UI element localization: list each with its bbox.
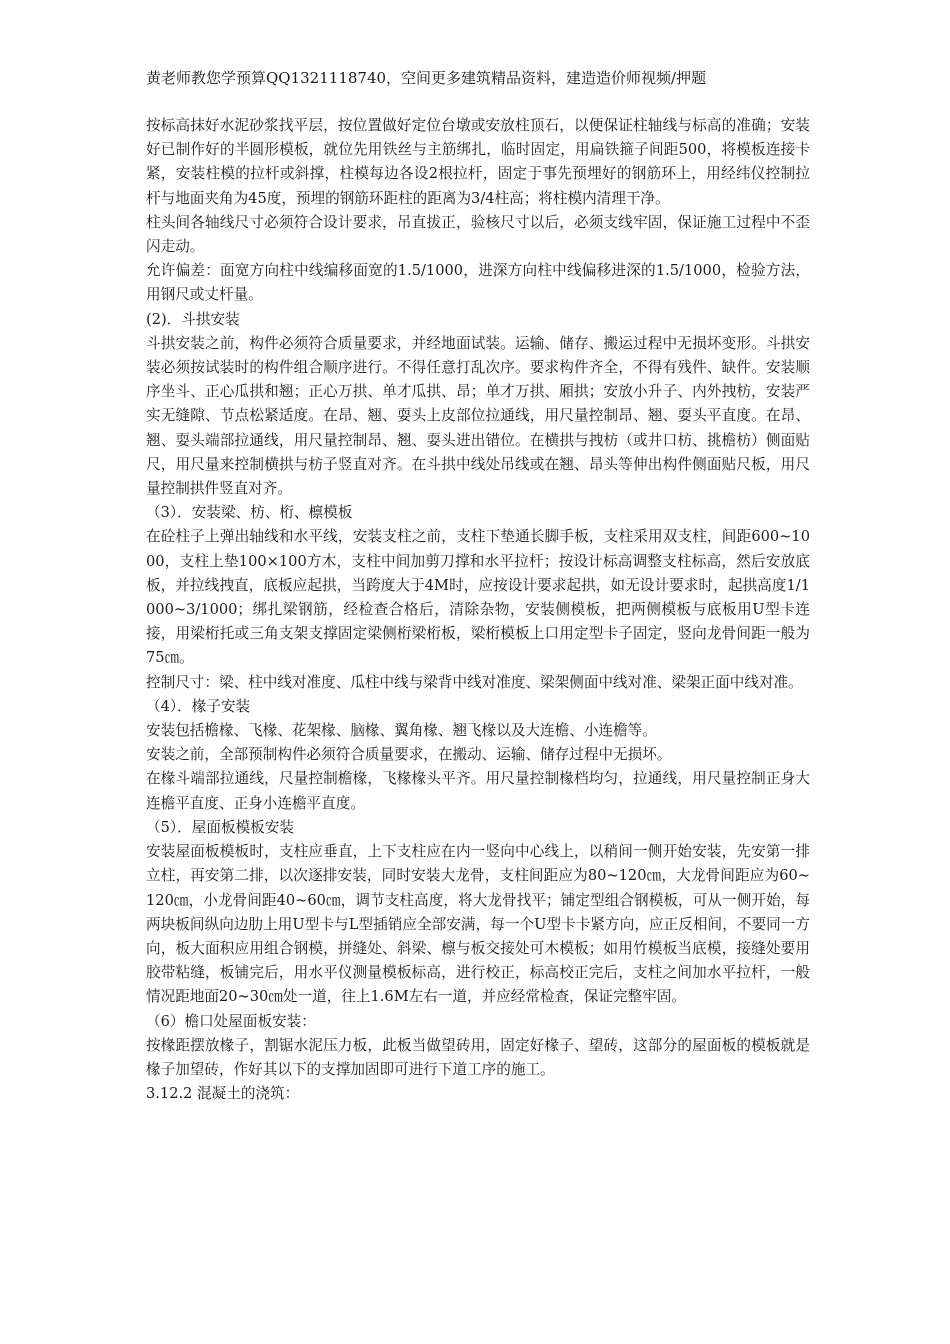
paragraph-column-formwork-setup: 按标高抹好水泥砂浆找平层，按位置做好定位台墩或安放柱顶石，以便保证柱轴线与标高的准确；安装好已制作好的半圆形模板，就位先用铁丝与主筋绑扎，临时固定，用扁铁箍子间距500，将模板连接卡紧，安装柱模的拉杆或斜撑，柱模每边各设2根拉杆，固定于事先预埋好的钢筋环上，用经纬仪控制拉杆与地面夹角为45度，预埋的钢筋环距柱的距离为3/4柱高；将柱模内清理干净。 [146,117,810,207]
heading-bracket-installation: (2)．斗拱安装 [146,310,240,328]
heading-beam-formwork: （3）．安装梁、枋、桁、檩模板 [146,504,353,522]
paragraph-control-dimensions: 控制尺寸：梁、柱中线对准度、瓜柱中线与梁背中线对准度、梁架侧面中线对准、梁架正面中线对准。 [146,673,803,691]
paragraph-roof-slab-formwork: 安装屋面板模板时，支柱应垂直，上下支柱应在内一竖向中心线上，以稍间一侧开始安装，先安第一排立柱，再安第二排，以次逐排安装，同时安装大龙骨，支柱间距应为80~120㎝，大龙骨间距应为60~120㎝，小龙骨间距40~60㎝，调节支柱高度，将大龙骨找平；铺定型组合钢模板，可从一侧开始，每两块板间纵向边肋上用U型卡与L型插销应全部安满，每一个U型卡卡紧方向，应正反相间，不要同一方向，板大面积应用组合钢模，拼缝处、斜梁、檩与板交接处可木模板；如用竹模板当底模，接缝处要用胶带粘缝，板铺完后，用水平仪测量模板标高，进行校正，标高校正完后，支柱之间加水平拉杆，一般情况距地面20~30㎝处一道，往上1.6M左右一道，并应经常检查，保证完整牢固。 [146,843,810,1006]
paragraph-column-alignment: 柱头间各轴线尺寸必须符合设计要求，吊直拔正，验核尺寸以后，必须支线牢固，保证施工过程中不歪闪走动。 [146,213,810,256]
paragraph-bracket-installation: 斗拱安装之前，构件必须符合质量要求，并经地面试装。运输、储存、搬运过程中无损坏变形。斗拱安装必须按试装时的构件组合顺序进行。不得任意打乱次序。要求构件齐全，不得有残件、缺件。安装顺序坐斗、正心瓜拱和翘；正心万拱、单才瓜拱、昂；单才万拱、厢拱；安放小升子、内外拽枋，安装严实无缝隙、节点松紧适度。在昂、翘、耍头上皮部位拉通线，用尺量控制昂、翘、耍头平直度。在昂、翘、耍头端部拉通线，用尺量控制昂、翘、耍头进出错位。在横拱与拽枋（或井口枋、挑檐枋）侧面贴尺，用尺量来控制横拱与枋子竖直对齐。在斗拱中线处吊线或在翘、昂头等伸出构件侧面贴尺板，用尺量控制拱件竖直对齐。 [146,334,810,498]
heading-roof-slab-formwork: （5）．屋面板模板安装 [146,818,294,836]
heading-concrete-pouring: 3.12.2 混凝土的浇筑： [146,1085,300,1103]
paragraph-allowable-deviation: 允许偏差：面宽方向柱中线编移面宽的1.5/1000，进深方向柱中线偏移进深的1.5/1000，检验方法，用钢尺或丈杆量。 [146,262,810,304]
paragraph-beam-formwork: 在砼柱子上弹出轴线和水平线，安装支柱之前，支柱下垫通长脚手板，支柱采用双支柱，间距600~1000，支柱上垫100×100方木，支柱中间加剪刀撑和水平拉杆；按设计标高调整支柱标高，然后安放底板，并拉线拽直，底板应起拱，当跨度大于4M时，应按设计要求起拱，如无设计要求时，起拱高度1/1000~3/1000；绑扎梁钢筋，经检查合格后，清除杂物，安装侧模板，把两侧模板与底板用U型卡连接，用梁桁托或三角支架支撑固定梁侧桁梁桁板，梁桁模板上口用定型卡子固定，竖向龙骨间距一般为75㎝。 [146,528,810,667]
paragraph-eave-roof-slab: 按椽距摆放椽子，割锯水泥压力板，此板当做望砖用，固定好椽子、望砖，这部分的屋面板的模板就是椽子加望砖，作好其以下的支撑加固即可进行下道工序的施工。 [146,1036,810,1078]
paragraph-rafter-scope: 安装包括檐椽、飞椽、花架椽、脑椽、翼角椽、翘飞椽以及大连檐、小连檐等。 [146,722,657,740]
heading-rafter-installation: （4）．椽子安装 [146,697,251,715]
paragraph-rafter-precondition: 安装之前，全部预制构件必须符合质量要求，在搬动、运输、储存过程中无损坏。 [146,746,672,764]
document-body [146,114,810,1106]
heading-eave-roof-slab: （6）檐口处屋面板安装： [146,1012,316,1030]
paragraph-rafter-control: 在椽斗端部拉通线，尺量控制檐椽，飞椽椽头平齐。用尺量控制椽档均匀，拉通线，用尺量控制正身大连檐平直度、正身小连檐平直度。 [146,770,810,812]
page-header: 黄老师教您学预算QQ1321118740，空间更多建筑精品资料，建造造价师视频/押题 [146,69,707,87]
